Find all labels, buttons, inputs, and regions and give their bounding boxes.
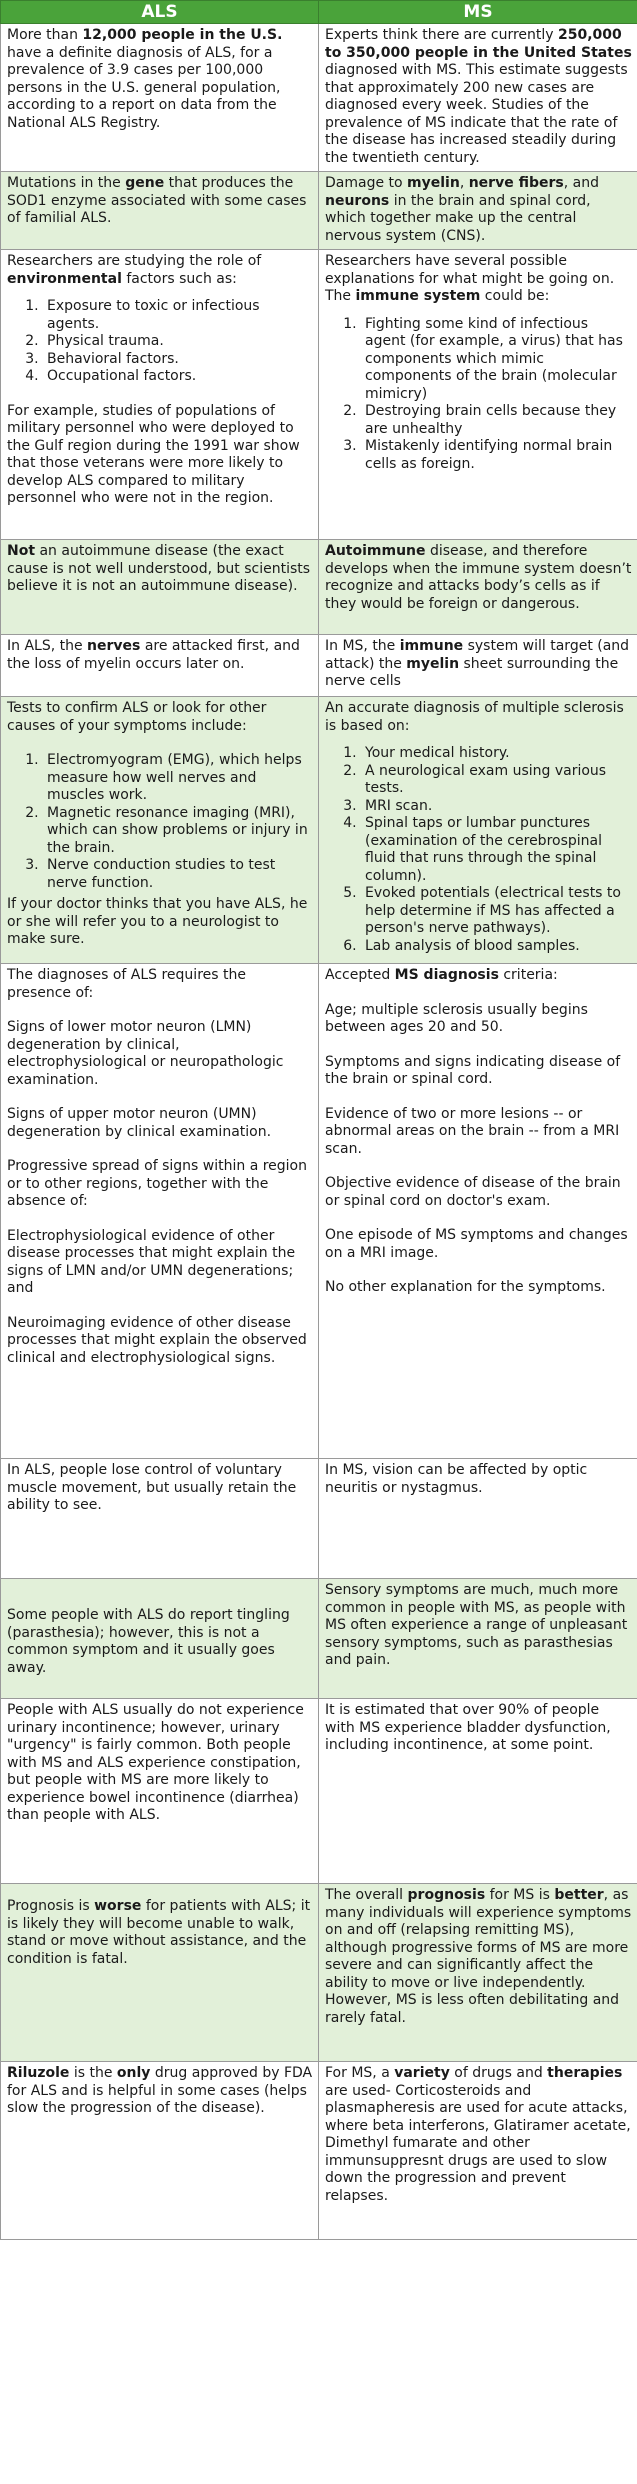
als-treatment-b: is the <box>69 2065 117 2081</box>
ms-factors-intro-a: Researchers have several possible explanations for what might be going on. The <box>325 253 615 304</box>
ms-tests-list <box>325 745 632 955</box>
als-factors-list <box>7 298 313 386</box>
als-tests-list <box>7 752 313 892</box>
ms-cause-e: , and <box>563 175 599 191</box>
als-tests-outro: If your doctor thinks that you have ALS, he or she will refer you to a neurologist to make sure. <box>7 896 308 947</box>
als-treatment-cell <box>1 2062 319 2240</box>
als-attack-a: In ALS, the <box>7 638 88 654</box>
list-item: 3. MRI scan. <box>361 798 632 816</box>
ms-cause-cell <box>319 172 637 250</box>
ms-diagnosis-intro <box>325 967 632 985</box>
ms-prognosis-bold: prognosis <box>407 1887 486 1903</box>
list-item: 1. Electromyogram (EMG), which helps measure how well nerves and muscles work. <box>43 752 313 805</box>
ms-diagnosis-para: Age; multiple sclerosis usually begins between ages 20 and 50. <box>325 1001 588 1035</box>
als-factors-outro: For example, studies of populations of military personnel who were deployed to the Gulf region during the 1991 war show that those veterans were more likely to develop ALS compared to military personnel who were not in the region. <box>7 402 300 506</box>
table-row-vision <box>1 1459 637 1579</box>
als-sensory-text: Some people with ALS do report tingling (parasthesia); however, this is not a common symptom and it usually goes away. <box>7 1607 290 1676</box>
ms-factors-intro-c: could be: <box>480 288 550 304</box>
ms-cause-a: Damage to <box>325 175 408 191</box>
als-factors-intro-c: factors such as: <box>121 270 237 287</box>
list-item: 1. Fighting some kind of infectious agent (for example, a virus) that has components which mimic components of the brain (molecular mimicry) <box>361 316 632 404</box>
ms-prognosis-c: for MS is <box>485 1887 555 1903</box>
list-item: 1. Exposure to toxic or infectious agents. <box>43 298 313 333</box>
als-tests-intro: Tests to confirm ALS or look for other causes of your symptoms include: <box>7 700 267 734</box>
list-item: 5. Evoked potentials (electrical tests to help determine if MS has affected a person's nerve pathways). <box>361 885 632 938</box>
list-item: 2. Physical trauma. <box>43 333 313 351</box>
table-row-prevalence <box>1 24 637 172</box>
ms-diagnosis-para: Evidence of two or more lesions -- or abnormal areas on the brain -- from a MRI scan. <box>325 1105 620 1157</box>
als-treatment-d: drug approved by FDA for ALS and is helpful in some cases (helps slow the progression of the disease). <box>7 2065 313 2116</box>
als-treatment-riluzole: Riluzole <box>7 2065 70 2081</box>
ms-diagnosis-intro-a: Accepted <box>325 967 395 983</box>
als-diagnosis-para: Neuroimaging evidence of other disease processes that might explain the observed clinical and electrophysiological signs. <box>7 1314 307 1366</box>
als-prevalence-cell <box>1 24 319 172</box>
header-ms: MS <box>319 1 637 24</box>
als-diagnosis-para: Signs of upper motor neuron (UMN) degeneration by clinical examination. <box>7 1106 272 1140</box>
als-diagnosis-para: The diagnoses of ALS requires the presence of: <box>7 967 246 1001</box>
list-item: 6. Lab analysis of blood samples. <box>361 938 632 956</box>
ms-attack-myelin: myelin <box>406 655 460 672</box>
list-item: 3. Nerve conduction studies to test nerve function. <box>43 857 313 892</box>
als-autoimmune-cell <box>1 540 319 635</box>
list-item: 3. Mistakenly identifying normal brain cells as foreign. <box>361 438 632 473</box>
als-factors-environmental: environmental <box>7 270 122 287</box>
table-row-cause <box>1 172 637 250</box>
ms-prognosis-e: , as many individuals will experience symptoms on and off (relapsing remitting MS), although progressive forms of MS are more severe and can significantly affect the ability to move or live independently. However, MS is less often debilitating and rarely fatal. <box>325 1887 632 2026</box>
ms-treatment-a: For MS, a <box>325 2065 395 2081</box>
list-item: 3. Behavioral factors. <box>43 351 313 369</box>
list-item: 2. A neurological exam using various tests. <box>361 763 632 798</box>
als-autoimmune-text: an autoimmune disease (the exact cause is not well understood, but scientists believe it is not an autoimmune disease). <box>7 543 311 594</box>
ms-cause-g: in the brain and spinal cord, which together make up the central nervous system (CNS). <box>325 192 591 244</box>
ms-cause-myelin: myelin <box>407 175 460 191</box>
list-item: 4. Occupational factors. <box>43 368 313 386</box>
als-cause-a: Mutations in the <box>7 175 126 191</box>
header-row <box>1 1 637 24</box>
ms-prognosis-a: The overall <box>325 1887 408 1903</box>
ms-treatment-e: are used- Corticosteroids and plasmapheresis are used for acute attacks, where beta interferons, Glatiramer acetate, Dimethyl fumarate and other immunsuppresnt drugs are used to slow down the progression and prevent relapses. <box>325 2082 631 2204</box>
als-diagnosis-para: Electrophysiological evidence of other disease processes that might explain the signs of LMN and/or UMN degenerations; and <box>7 1227 296 1296</box>
ms-factors-cell <box>319 250 637 540</box>
als-sensory-cell <box>1 1579 319 1699</box>
ms-prevalence-text-a: Experts think there are currently <box>325 27 559 43</box>
ms-treatment-cell <box>319 2062 637 2240</box>
ms-prognosis-better: better <box>554 1887 604 1903</box>
als-prevalence-text-a: More than <box>7 27 83 43</box>
table-row-treatment <box>1 2062 637 2240</box>
header-als: ALS <box>1 1 319 24</box>
ms-tests-intro: An accurate diagnosis of multiple sclerosis is based on: <box>325 700 624 734</box>
ms-cause-nerve-fibers: nerve fibers <box>468 175 564 191</box>
als-prevalence-bold: 12,000 people in the U.S. <box>82 27 283 43</box>
als-prognosis-a: Prognosis is <box>7 1898 95 1914</box>
ms-factors-immune-system: immune system <box>355 288 481 304</box>
ms-attack-c: system will target (and attack) the <box>325 638 630 672</box>
ms-attack-a: In MS, the <box>325 638 400 654</box>
ms-diagnosis-para: No other explanation for the symptoms. <box>325 1279 606 1295</box>
ms-prevalence-text-c: diagnosed with MS. This estimate suggests that approximately 200 new cases are diagnosed every week. Studies of the prevalence of MS indicate that the rate of the disease has increased steadily during the twentieth century. <box>325 62 628 166</box>
list-item: 2. Destroying brain cells because they are unhealthy <box>361 403 632 438</box>
als-treatment-only: only <box>116 2065 151 2081</box>
als-diagnosis-para: Progressive spread of signs within a region or to other regions, together with the absence of: <box>7 1158 307 1209</box>
ms-vision-cell: In MS, vision can be affected by optic neuritis or nystagmus. <box>319 1459 637 1579</box>
als-diagnosis-para: Signs of lower motor neuron (LMN) degeneration by clinical, electrophysiological or neuropathologic examination. <box>7 1019 284 1088</box>
als-prognosis-worse: worse <box>94 1898 142 1914</box>
als-prognosis-cell <box>1 1884 319 2062</box>
ms-tests-cell <box>319 697 637 964</box>
list-item: 2. Magnetic resonance imaging (MRI), which can show problems or injury in the brain. <box>43 805 313 858</box>
ms-treatment-therapies: therapies <box>547 2065 623 2081</box>
als-vision-cell: In ALS, people lose control of voluntary muscle movement, but usually retain the ability to see. <box>1 1459 319 1579</box>
table-row-attack <box>1 635 637 697</box>
table-row-factors <box>1 250 637 540</box>
als-diagnosis-cell <box>1 964 319 1459</box>
als-bladder-cell: People with ALS usually do not experience urinary incontinence; however, urinary "urgency" is fairly common. Both people with MS and ALS experience constipation, but people with MS are more likely to experience bowel incontinence (diarrhea) than people with ALS. <box>1 1699 319 1884</box>
ms-bladder-cell: It is estimated that over 90% of people with MS experience bladder dysfunction, including incontinence, at some point. <box>319 1699 637 1884</box>
table-row-bladder <box>1 1699 637 1884</box>
ms-treatment-variety: variety <box>394 2065 450 2081</box>
ms-factors-list <box>325 316 632 474</box>
als-prognosis-c: for patients with ALS; it is likely they will become unable to walk, stand or move without assistance, and the condition is fatal. <box>7 1898 311 1967</box>
table-row-sensory <box>1 1579 637 1699</box>
table-row-autoimmune <box>1 540 637 635</box>
table-row-tests <box>1 697 637 964</box>
ms-diagnosis-para: Objective evidence of disease of the brain or spinal cord on doctor's exam. <box>325 1175 621 1209</box>
als-cause-cell <box>1 172 319 250</box>
als-factors-intro-a: Researchers are studying the role of <box>7 253 262 269</box>
als-prevalence-text-c: have a definite diagnosis of ALS, for a prevalence of 3.9 cases per 100,000 persons in the U.S. general population, according to a report on data from the National ALS Registry. <box>7 44 281 131</box>
als-cause-gene: gene <box>125 175 165 191</box>
ms-diagnosis-para: Symptoms and signs indicating disease of the brain or spinal cord. <box>325 1053 621 1087</box>
ms-autoimmune-text: disease, and therefore develops when the immune system doesn’t recognize and attacks body’s cells as if they would be foreign or dangerous. <box>325 543 632 612</box>
ms-diagnosis-intro-c: criteria: <box>498 967 558 983</box>
ms-sensory-cell: Sensory symptoms are much, much more common in people with MS, as people with MS often experience a range of unpleasant sensory symptoms, such as parasthesias and pain. <box>319 1579 637 1699</box>
table-row-diagnosis <box>1 964 637 1459</box>
ms-autoimmune-cell <box>319 540 637 635</box>
ms-prevalence-bold: 250,000 to 350,000 people in the United States <box>325 27 632 61</box>
ms-diagnosis-bold: MS diagnosis <box>394 967 499 983</box>
als-attack-cell <box>1 635 319 697</box>
ms-cause-c: , <box>459 175 469 191</box>
als-cause-c: that produces the SOD1 enzyme associated with some cases of familial ALS. <box>7 175 307 226</box>
ms-prognosis-cell <box>319 1884 637 2062</box>
ms-attack-e: sheet surrounding the nerve cells <box>325 655 619 689</box>
list-item: 4. Spinal taps or lumbar punctures (examination of the cerebrospinal fluid that runs through the spinal column). <box>361 815 632 885</box>
ms-autoimmune-bold: Autoimmune <box>325 543 426 559</box>
ms-diagnosis-cell <box>319 964 637 1459</box>
ms-attack-cell <box>319 635 637 697</box>
als-tests-cell <box>1 697 319 964</box>
ms-prevalence-cell <box>319 24 637 172</box>
als-factors-cell <box>1 250 319 540</box>
table-row-prognosis <box>1 1884 637 2062</box>
ms-attack-immune: immune <box>399 638 464 654</box>
als-attack-c: are attacked first, and the loss of myelin occurs later on. <box>7 638 300 672</box>
ms-cause-neurons: neurons <box>325 192 390 209</box>
ms-diagnosis-para: One episode of MS symptoms and changes on a MRI image. <box>325 1227 628 1261</box>
ms-treatment-c: of drugs and <box>449 2065 548 2081</box>
list-item: 1. Your medical history. <box>361 745 632 763</box>
als-attack-nerves: nerves <box>87 638 141 654</box>
als-autoimmune-not: Not <box>7 543 36 559</box>
